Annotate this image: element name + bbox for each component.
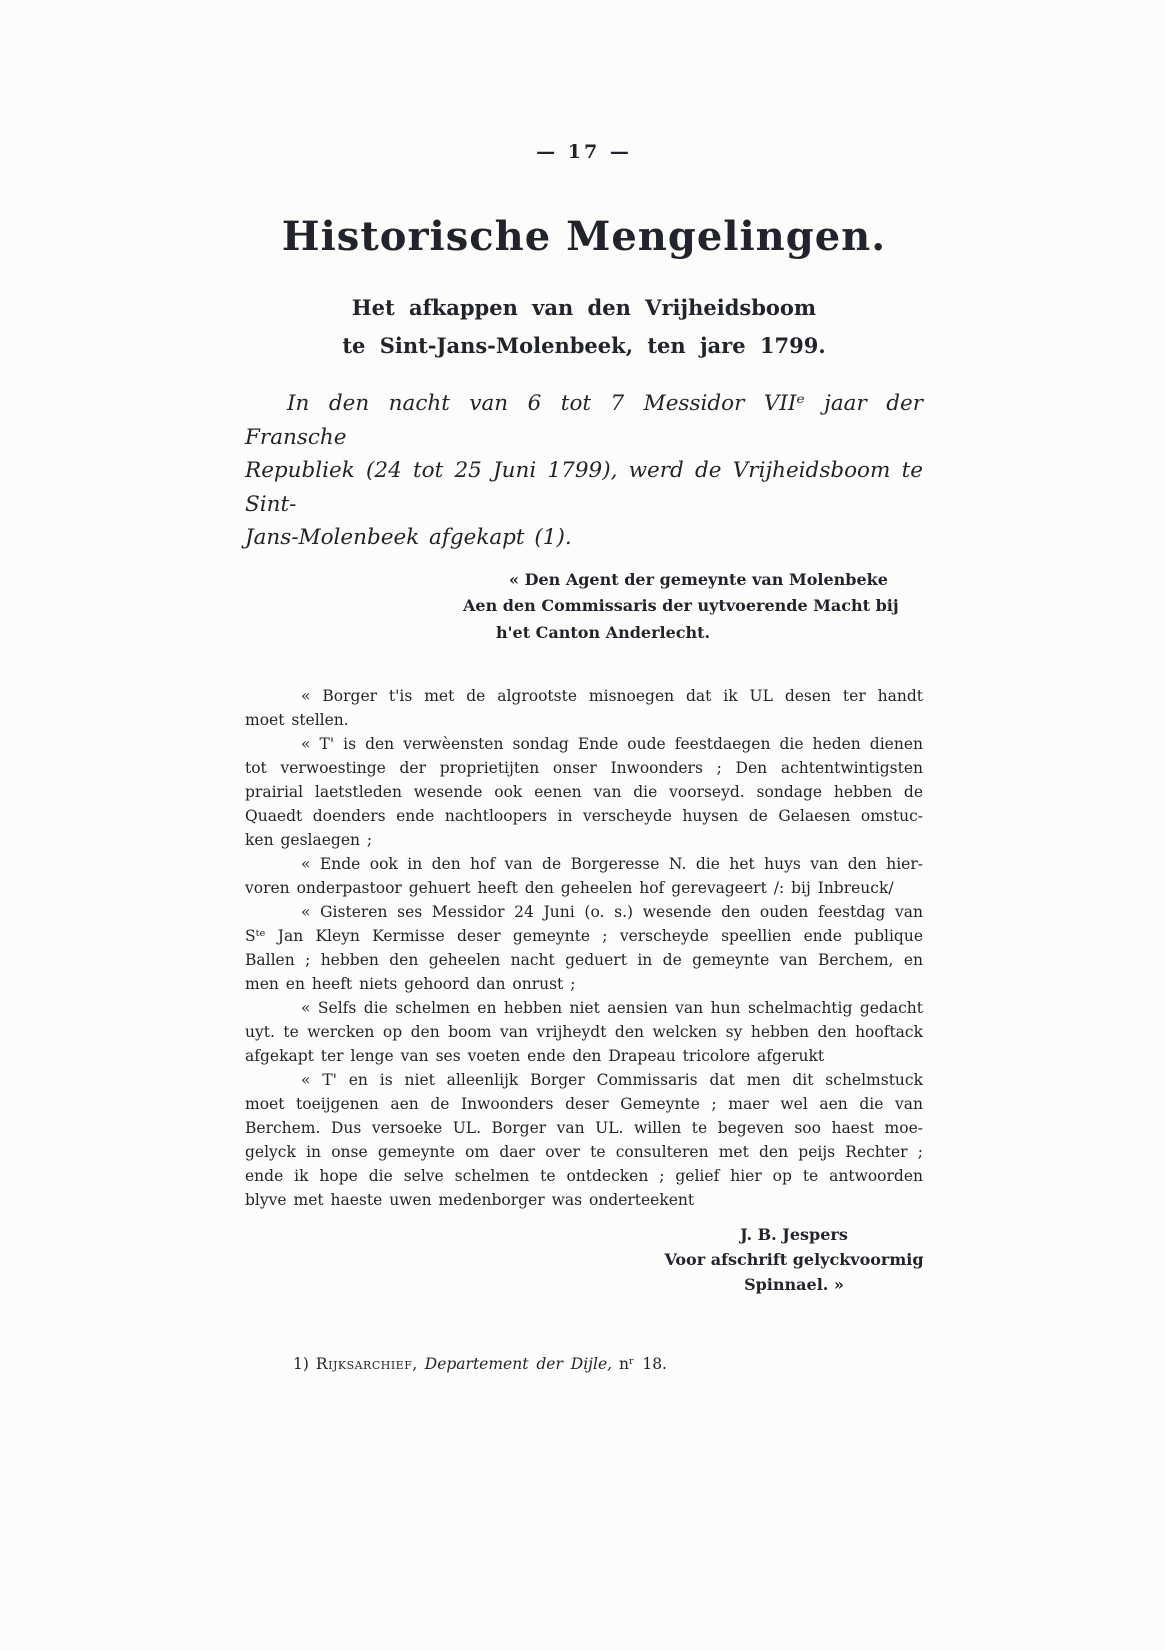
footnote (245, 1353, 923, 1375)
footnote-reference: nʳ 18. (619, 1355, 667, 1373)
signature-block (643, 1222, 945, 1297)
footnote-marker: 1) (293, 1355, 309, 1373)
text-line: « T' en is niet alleenlijk Borger Commissaris dat men dit schelmstuck (301, 1071, 923, 1089)
text-line: « Borger t'is met de algrootste misnoegen dat ik UL desen ter handt (301, 687, 923, 705)
page-number: — 17 — (536, 141, 632, 163)
text-line: ken geslaegen ; (245, 831, 373, 849)
letter-body (245, 684, 923, 1212)
text-line: « Den Agent der gemeynte van Molenbeke (509, 569, 888, 589)
body-paragraph (245, 732, 923, 852)
text-line: uyt. te wercken op den boom van vrijheydt den welcken sy hebben den hooftack (245, 1023, 923, 1041)
text-line: moet stellen. (245, 711, 349, 729)
text-line: Voor afschrift gelyckvoormig (664, 1250, 924, 1269)
text-line: prairial laetstleden wesende ook eenen van die voorseyd. sondage hebben de (245, 783, 923, 801)
body-paragraph (245, 684, 923, 732)
text-line: voren onderpastoor gehuert heeft den geheelen hof gerevageert /: bij Inbreuck/ (245, 879, 894, 897)
body-paragraph (245, 996, 923, 1068)
page-title: Historische Mengelingen. (281, 213, 887, 260)
text-line: « Gisteren ses Messidor 24 Juni (o. s.) wesende den ouden feestdag van (301, 903, 923, 921)
text-line: ende ik hope die selve schelmen te ontdecken ; gelief hier op te antwoorden (245, 1167, 923, 1185)
text-line: « T' is den verwèensten sondag Ende oude feestdaegen die heden dienen (301, 735, 923, 753)
letter-address-block (463, 567, 923, 647)
text-line: Republiek (24 tot 25 Juni 1799), werd de Vrijheidsboom te Sint- (245, 458, 923, 517)
intro-paragraph (245, 387, 923, 555)
article-subtitle (245, 289, 923, 365)
footnote-source: Rijksarchief, (315, 1355, 418, 1373)
text-line: Berchem. Dus versoeke UL. Borger van UL. willen te begeven soo haest moe- (245, 1119, 923, 1137)
text-line: Jans-Molenbeek afgekapt (1). (245, 525, 572, 550)
footnote-work-title: Departement der Dijle, (424, 1355, 613, 1373)
text-line: moet toeijgenen aen de Inwoonders deser Gemeynte ; maer wel aen die van (245, 1095, 923, 1113)
text-line: In den nacht van 6 tot 7 Messidor VIIᵉ jaar der Fransche (245, 391, 923, 450)
text-line: men en heeft niets gehoord dan onrust ; (245, 975, 576, 993)
text-line: Quaedt doenders ende nachtloopers in verscheyde huysen de Gelaesen omstuc- (245, 807, 923, 825)
text-line: J. B. Jespers (740, 1225, 848, 1244)
text-line: « Selfs die schelmen en hebben niet aensien van hun schelmachtig gedacht (301, 999, 923, 1017)
text-line: Ballen ; hebben den geheelen nacht geduert in de gemeynte van Berchem, en (245, 951, 923, 969)
text-line: tot verwoestinge der proprietijten onser Inwoonders ; Den achtentwintigsten (245, 759, 923, 777)
text-line: te Sint-Jans-Molenbeek, ten jare 1799. (342, 333, 826, 358)
body-paragraph (245, 1068, 923, 1212)
text-line: gelyck in onse gemeynte om daer over te consulteren met den peijs Rechter ; (245, 1143, 923, 1161)
text-line: afgekapt ter lenge van ses voeten ende den Drapeau tricolore afgerukt (245, 1047, 825, 1065)
text-line: blyve met haeste uwen medenborger was onderteekent (245, 1191, 695, 1209)
text-line: « Ende ook in den hof van de Borgeresse N. die het huys van den hier- (301, 855, 923, 873)
text-line: Spinnael. » (744, 1275, 844, 1294)
page-content-column (245, 140, 923, 1375)
body-paragraph (245, 900, 923, 996)
text-line: Aen den Commissaris der uytvoerende Macht bij (463, 596, 899, 615)
text-line: Sᵗᵉ Jan Kleyn Kermisse deser gemeynte ; verscheyde speellien ende publique (245, 927, 923, 945)
text-line: h'et Canton Anderlecht. (496, 622, 711, 642)
body-paragraph (245, 852, 923, 900)
text-line: Het afkappen van den Vrijheidsboom (351, 295, 817, 320)
